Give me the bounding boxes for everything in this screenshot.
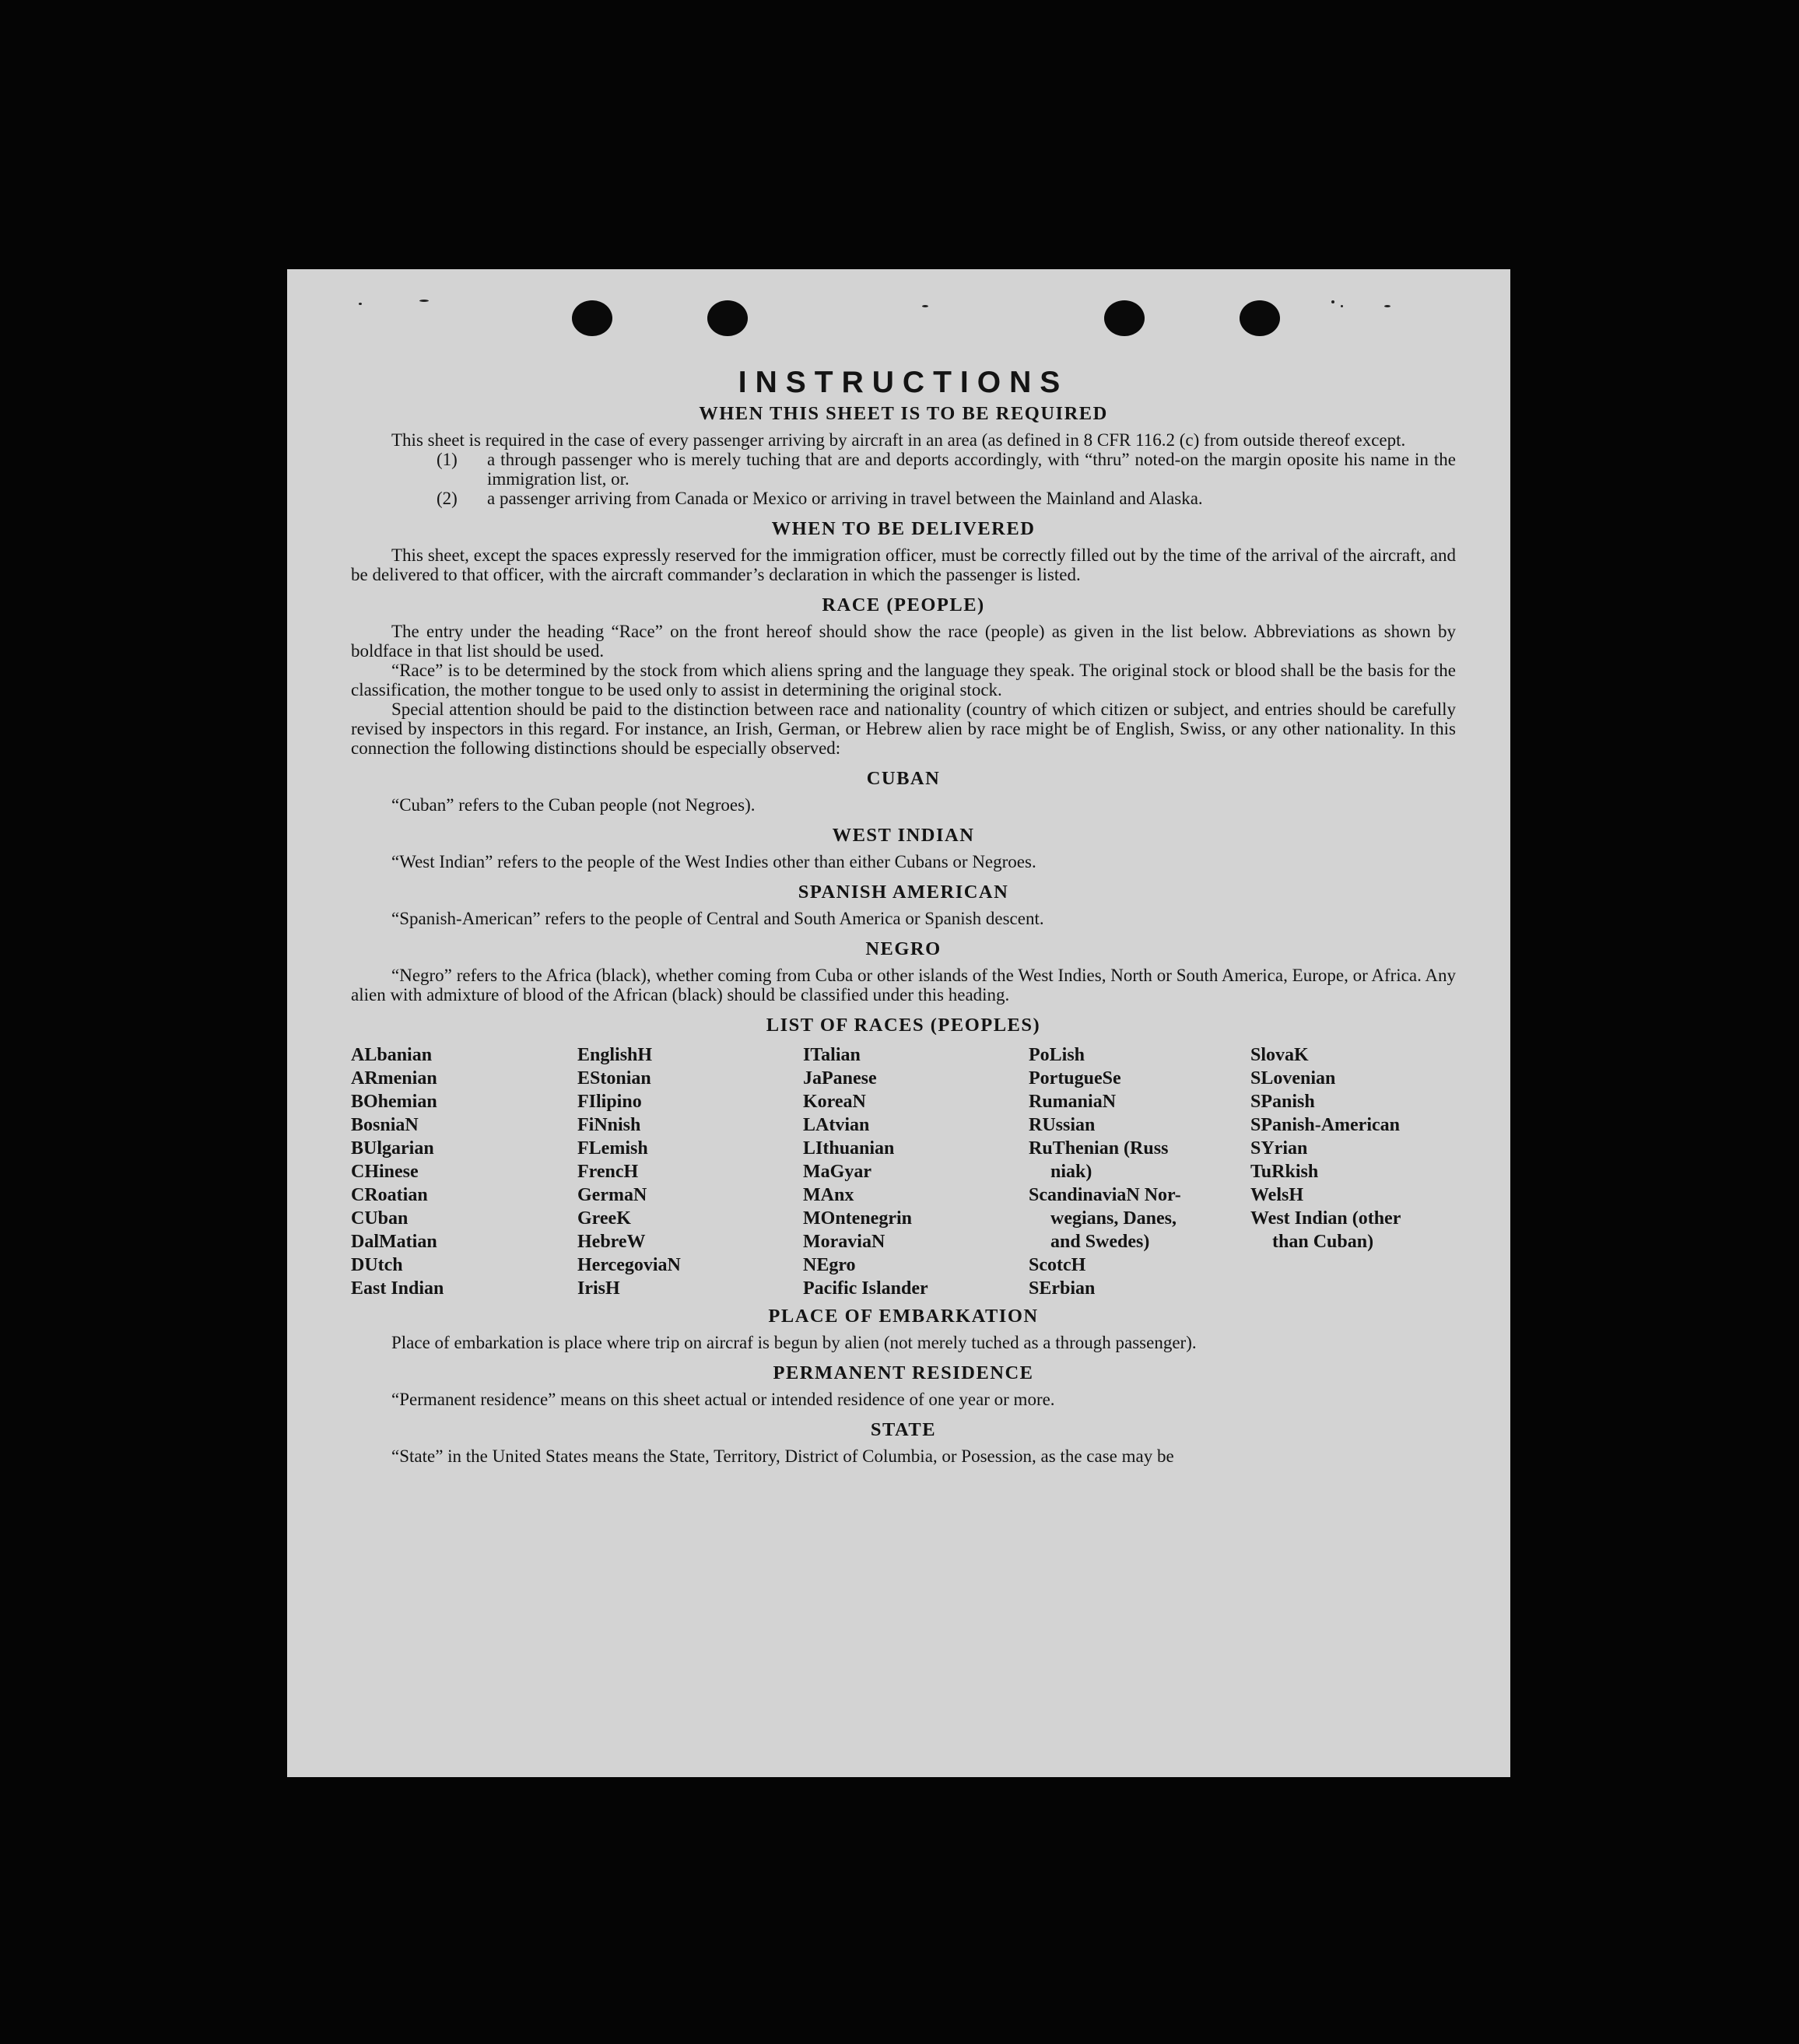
race-entry: West Indian (other (1250, 1208, 1401, 1229)
race-entry: FLemish (577, 1138, 648, 1159)
speck (922, 305, 928, 307)
race-entry: SErbian (1029, 1278, 1096, 1299)
punch-hole-1 (572, 300, 612, 336)
race-entry: CHinese (351, 1162, 419, 1182)
heading-permanent-residence: PERMANENT RESIDENCE (773, 1362, 1034, 1383)
para-embarkation: Place of embarkation is place where trip on aircraf is begun by alien (not merely tuched as a through passenger). (391, 1333, 1197, 1352)
race-entry: MOntenegrin (803, 1208, 912, 1229)
race-entry: HebreW (577, 1232, 646, 1252)
race-entry: GreeK (577, 1208, 631, 1229)
race-list (351, 1043, 1456, 1300)
para-delivered: This sheet, except the spaces expressly reserved for the immigration officer, must be correctly filled out by the time of the arrival of the aircraft, and be delivered to that officer, with the aircraft commander’s declaration in which the passenger is listed. (351, 545, 1456, 584)
race-entry: CUban (351, 1208, 409, 1229)
item-number: (1) (437, 450, 458, 469)
para-race-1: The entry under the heading “Race” on the front hereof should show the race (people) as given in the list below. Abbreviations as shown by boldface in that list should be used. (351, 622, 1456, 661)
para-race-3: Special attention should be paid to the distinction between race and nationality (country of which citizen or subject, and entries should be carefully revised by inspectors in this regard. For instance, an Irish, German, or Hebrew alien by race might be of English, Swiss, or any other nationality. In this connection the following distinctions should be especially observed: (351, 699, 1456, 758)
race-entry-continued: and Swedes) (1050, 1232, 1150, 1252)
race-entry: GermaN (577, 1185, 647, 1205)
race-entry: SPanish-American (1250, 1115, 1400, 1135)
race-entry: SLovenian (1250, 1068, 1336, 1089)
race-entry-continued: than Cuban) (1272, 1232, 1374, 1252)
para-spanish-american: “Spanish-American” refers to the people of Central and South America or Spanish descent. (391, 909, 1044, 928)
race-entry: HercegoviaN (577, 1255, 681, 1275)
item-number: (2) (437, 489, 458, 508)
race-entry: RUssian (1029, 1115, 1096, 1135)
instruction-sheet (287, 269, 1510, 1777)
list-item (437, 450, 1456, 489)
punch-hole-4 (1240, 300, 1280, 336)
race-entry: KoreaN (803, 1092, 866, 1112)
para-west-indian: “West Indian” refers to the people of the West Indies other than either Cubans or Negroes. (391, 852, 1036, 871)
race-entry: MoraviaN (803, 1232, 885, 1252)
item-text: a passenger arriving from Canada or Mexico or arriving in travel between the Mainland and Alaska. (487, 489, 1203, 508)
race-entry: ScotcH (1029, 1255, 1086, 1275)
heading-race: RACE (PEOPLE) (822, 594, 985, 615)
race-entry: WelsH (1250, 1185, 1304, 1205)
race-entry: SYrian (1250, 1138, 1308, 1159)
race-entry: BUlgarian (351, 1138, 434, 1159)
speck (1384, 305, 1390, 307)
speck (1331, 300, 1334, 303)
race-entry: CRoatian (351, 1185, 428, 1205)
race-column (1250, 1043, 1453, 1300)
heading-list-of-races: LIST OF RACES (PEOPLES) (766, 1015, 1041, 1036)
race-entry-continued: niak) (1050, 1162, 1092, 1182)
heading-negro: NEGRO (865, 938, 942, 959)
race-entry: EnglishH (577, 1045, 653, 1065)
race-column (1029, 1043, 1250, 1300)
race-entry: FIlipino (577, 1092, 642, 1112)
speck (419, 300, 429, 302)
race-entry: LAtvian (803, 1115, 870, 1135)
punch-hole-3 (1104, 300, 1145, 336)
race-entry: ITalian (803, 1045, 861, 1065)
race-entry: EStonian (577, 1068, 651, 1089)
race-entry: ARmenian (351, 1068, 437, 1089)
race-entry: Pacific Islander (803, 1278, 928, 1299)
race-entry: DUtch (351, 1255, 403, 1275)
race-entry: East Indian (351, 1278, 444, 1299)
para-state: “State” in the United States means the State, Territory, District of Columbia, or Posession, as the case may be (391, 1446, 1174, 1466)
item-text: a through passenger who is merely tuching that are and deports accordingly, with “thru” noted-on the margin oposite his name in the immigration list, or. (487, 450, 1456, 489)
heading-when-required: WHEN THIS SHEET IS TO BE REQUIRED (699, 403, 1108, 424)
race-entry: MAnx (803, 1185, 854, 1205)
race-column (577, 1043, 803, 1300)
race-entry: RumaniaN (1029, 1092, 1117, 1112)
heading-spanish-american: SPANISH AMERICAN (798, 882, 1009, 903)
race-entry: PortugueSe (1029, 1068, 1121, 1089)
sheet-title: INSTRUCTIONS (738, 366, 1069, 399)
race-entry-continued: wegians, Danes, (1050, 1208, 1177, 1229)
race-column (351, 1043, 577, 1300)
heading-cuban: CUBAN (866, 768, 941, 789)
race-entry: ScandinaviaN Nor- (1029, 1185, 1181, 1205)
race-entry: FiNnish (577, 1115, 641, 1135)
race-entry: ALbanian (351, 1045, 433, 1065)
race-entry: PoLish (1029, 1045, 1085, 1065)
race-entry: DalMatian (351, 1232, 437, 1252)
punch-hole-2 (707, 300, 748, 336)
para-cuban: “Cuban” refers to the Cuban people (not Negroes). (391, 795, 756, 815)
race-entry: IrisH (577, 1278, 620, 1299)
para-residence: “Permanent residence” means on this sheet actual or intended residence of one year or more. (391, 1390, 1055, 1409)
heading-place-of-embarkation: PLACE OF EMBARKATION (768, 1306, 1039, 1327)
heading-when-delivered: WHEN TO BE DELIVERED (771, 518, 1036, 539)
race-entry: JaPanese (803, 1068, 877, 1089)
race-entry: RuThenian (Russ (1029, 1138, 1169, 1159)
heading-state: STATE (870, 1419, 937, 1440)
speck (359, 303, 362, 305)
para-negro: “Negro” refers to the Africa (black), whether coming from Cuba or other islands of the West Indies, North or South America, Europe, or Africa. Any alien with admixture of blood of the African (black) should be classified under this heading. (351, 966, 1456, 1004)
race-entry: SPanish (1250, 1092, 1315, 1112)
heading-west-indian: WEST INDIAN (832, 825, 975, 846)
race-column (803, 1043, 1029, 1300)
race-entry: BosniaN (351, 1115, 419, 1135)
speck (1341, 305, 1343, 307)
race-entry: TuRkish (1250, 1162, 1319, 1182)
race-entry: FrencH (577, 1162, 639, 1182)
para-required: This sheet is required in the case of every passenger arriving by aircraft in an area (as defined in 8 CFR 116.2 (c) from outside thereof except. (391, 430, 1406, 450)
race-entry: LIthuanian (803, 1138, 895, 1159)
race-entry: SlovaK (1250, 1045, 1309, 1065)
para-race-2: “Race” is to be determined by the stock from which aliens spring and the language they speak. The original stock or blood shall be the basis for the classification, the mother tongue to be used only to assist in determining the original stock. (351, 661, 1456, 699)
race-entry: BOhemian (351, 1092, 437, 1112)
list-item (437, 489, 1456, 508)
race-entry: MaGyar (803, 1162, 871, 1182)
race-entry: NEgro (803, 1255, 856, 1275)
